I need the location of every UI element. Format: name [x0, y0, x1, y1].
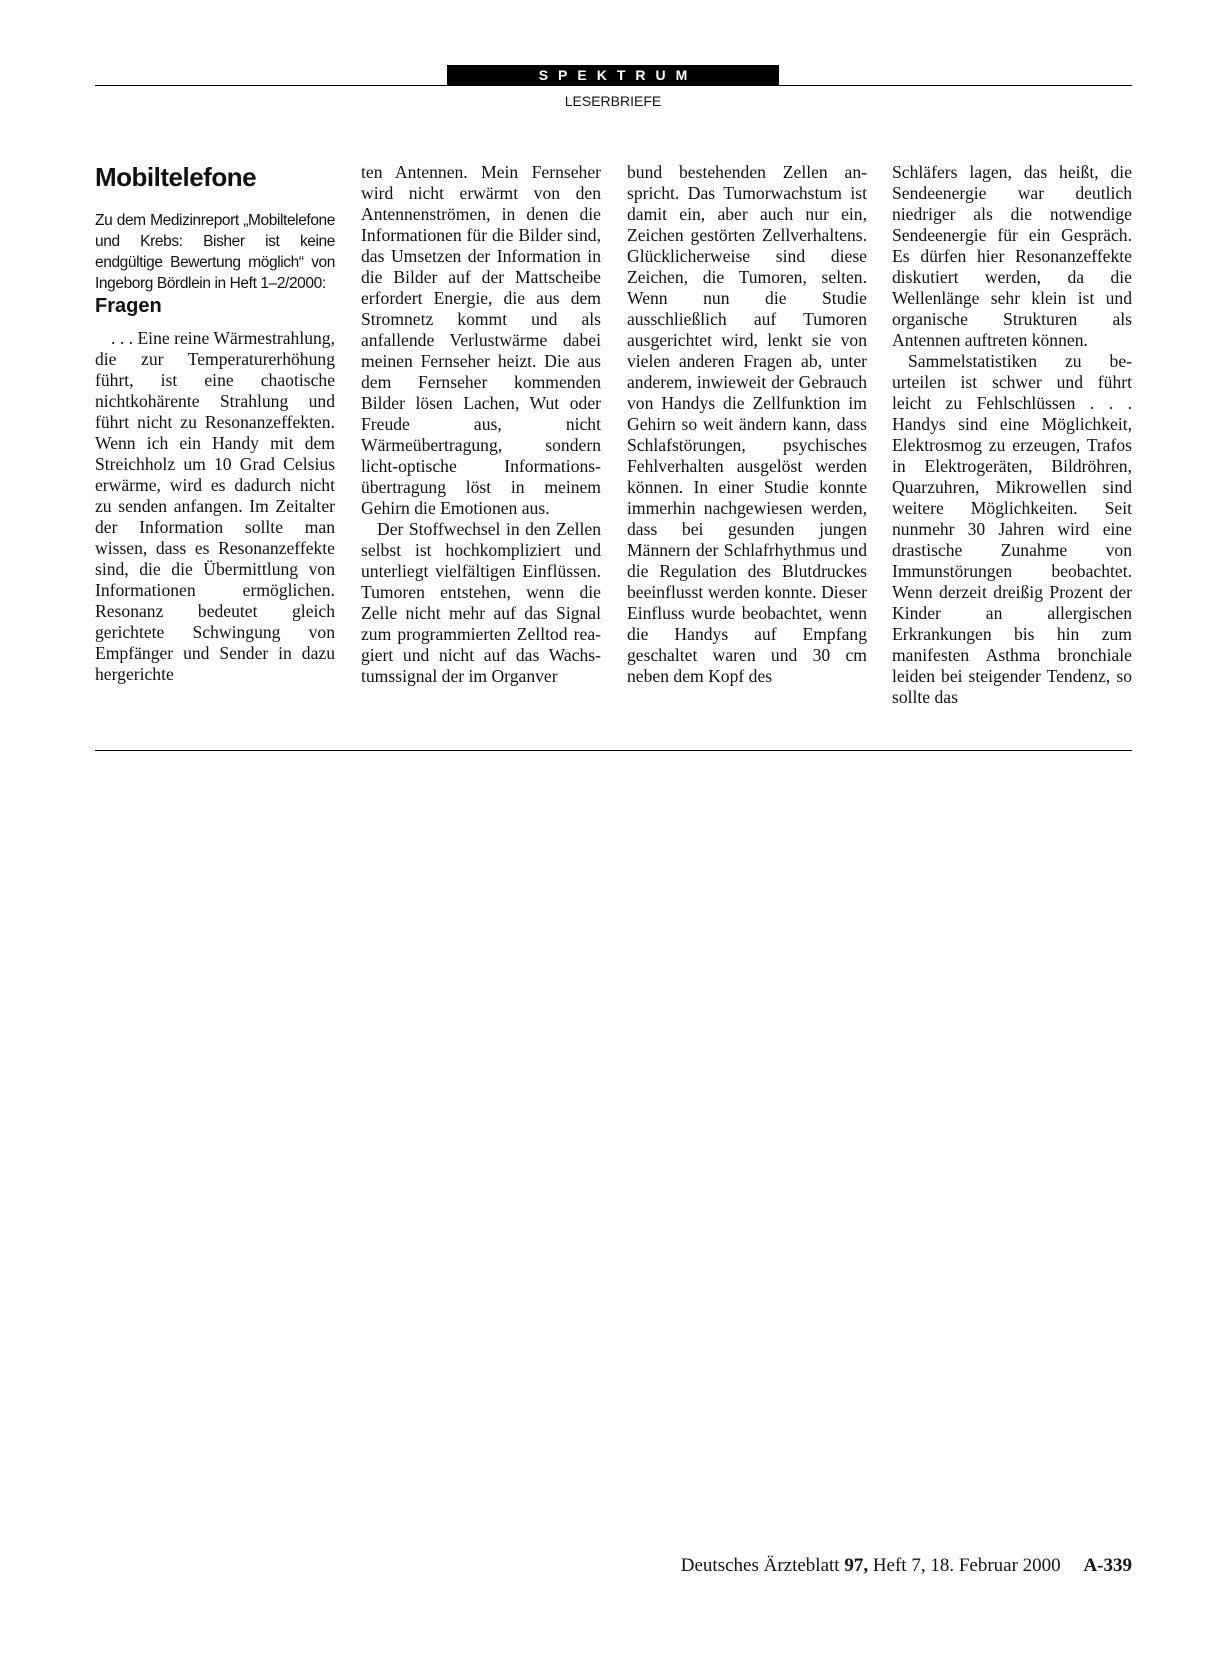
page-footer	[681, 1554, 1132, 1578]
article-bottom-rule	[95, 750, 1132, 751]
header-rule	[95, 85, 1132, 86]
journal-volume: 97,	[844, 1555, 869, 1576]
article-column-4	[892, 162, 1132, 708]
article-intro: Zu dem Medizinreport „Mobiltelefone und Krebs: Bisher ist keine endgültige Bewertung möglich“ von Ingeborg Bördlein in Heft 1–2/2000:	[95, 212, 335, 292]
subsection-label: LESERBRIEFE	[564, 93, 662, 109]
body-paragraph: ten Antennen. Mein Fernseher wird nicht erwärmt von den Antennenströmen, in denen die Informationen für die Bilder sind, das Umsetzen der Information in die Bilder auf der Mattscheibe erfordert Energie, die aus dem Stromnetz kommt und als anfallende Verlustwärme dabei meinen Fernseher heizt. Die aus dem Fernseher kommenden Bilder lösen Lachen, Wut oder Freude aus, nicht Wärmeübertragung, sondern licht-optische Informationsübertragung löst in meinem Gehirn die Emotionen aus.	[361, 162, 601, 518]
article-column-2	[361, 162, 601, 687]
article-title: Mobiltelefone	[95, 162, 257, 192]
body-paragraph: Sammelstatistiken zu beurteilen ist schwer und führt leicht zu Fehlschlüssen . . . Handys sind eine Möglichkeit, Elektrosmog zu erzeugen, Trafos in Elektrogeräten, Bildröhren, Quarzuhren, Mikrowellen sind weitere Möglichkeiten. Seit nunmehr 30 Jahren wird eine drastische Zunahme von Immunstörungen beobachtet. Wenn derzeit dreißig Prozent der Kinder an allergischen Erkrankungen bis hin zum manifesten Asthma bronchiale leiden bei steigender Tendenz, so sollte das	[892, 351, 1132, 707]
section-label: SPEKTRUM	[447, 65, 779, 85]
issue-date: Heft 7, 18. Februar 2000	[872, 1555, 1061, 1576]
article-column-1	[95, 162, 335, 685]
body-paragraph: Schläfers lagen, das heißt, die Sendeenergie war deutlich niedriger als die notwendige Sendeenergie für ein Gespräch. Es dürfen hier Resonanzeffekte diskutiert werden, da die Wellenlänge sehr klein ist und organische Strukturen als Antennen auftreten können.	[892, 162, 1132, 350]
journal-name: Deutsches Ärzteblatt	[680, 1555, 840, 1576]
body-paragraph: . . . Eine reine Wärmestrahlung, die zur Temperaturerhöhung führt, ist eine chaotische nichtkohärente Strahlung und führt nicht zu Resonanzeffekten. Wenn ich ein Handy mit dem Streichholz um 10 Grad Celsius erwärme, wird es dadurch nicht zu senden anfangen. Im Zeitalter der Information sollte man wissen, dass es Resonanzeffekte sind, die die Übermittlung von Informationen ermöglichen. Resonanz bedeutet gleich gerichtete Schwingung von Empfänger und Sender in dazu hergerichte	[95, 328, 335, 684]
article-column-3	[627, 162, 867, 687]
body-paragraph: Der Stoffwechsel in den Zellen selbst ist hochkompliziert und unterliegt vielfältigen Einflüssen. Tumoren entstehen, wenn die Zelle nicht mehr auf das Signal zum programmierten Zelltod reagiert und nicht auf das Wachstumssignal der im Organver	[361, 519, 601, 686]
body-paragraph: bund bestehenden Zellen anspricht. Das Tumorwachstum ist damit ein, aber auch nur ein, Zeichen gestörten Zellverhaltens. Glücklicherweise sind diese Zeichen, die Tumoren, selten. Wenn nun die Studie ausschließlich auf Tumoren ausgerichtet wird, lenkt sie von vielen anderen Fragen ab, unter anderem, inwieweit der Gebrauch von Handys die Zellfunktion im Gehirn so weit ändern kann, dass Schlafstörungen, psychisches Fehlverhalten ausgelöst werden können. In einer Studie konnte immerhin nachgewiesen werden, dass bei gesunden jungen Männern der Schlafrhythmus und die Regulation des Blutdruckes beeinflusst werden konnte. Dieser Einfluss wurde beobachtet, wenn die Handys auf Empfang geschaltet waren und 30 cm neben dem Kopf des	[627, 162, 867, 686]
page-number: A-339	[1083, 1555, 1132, 1576]
letter-title: Fragen	[95, 295, 162, 317]
